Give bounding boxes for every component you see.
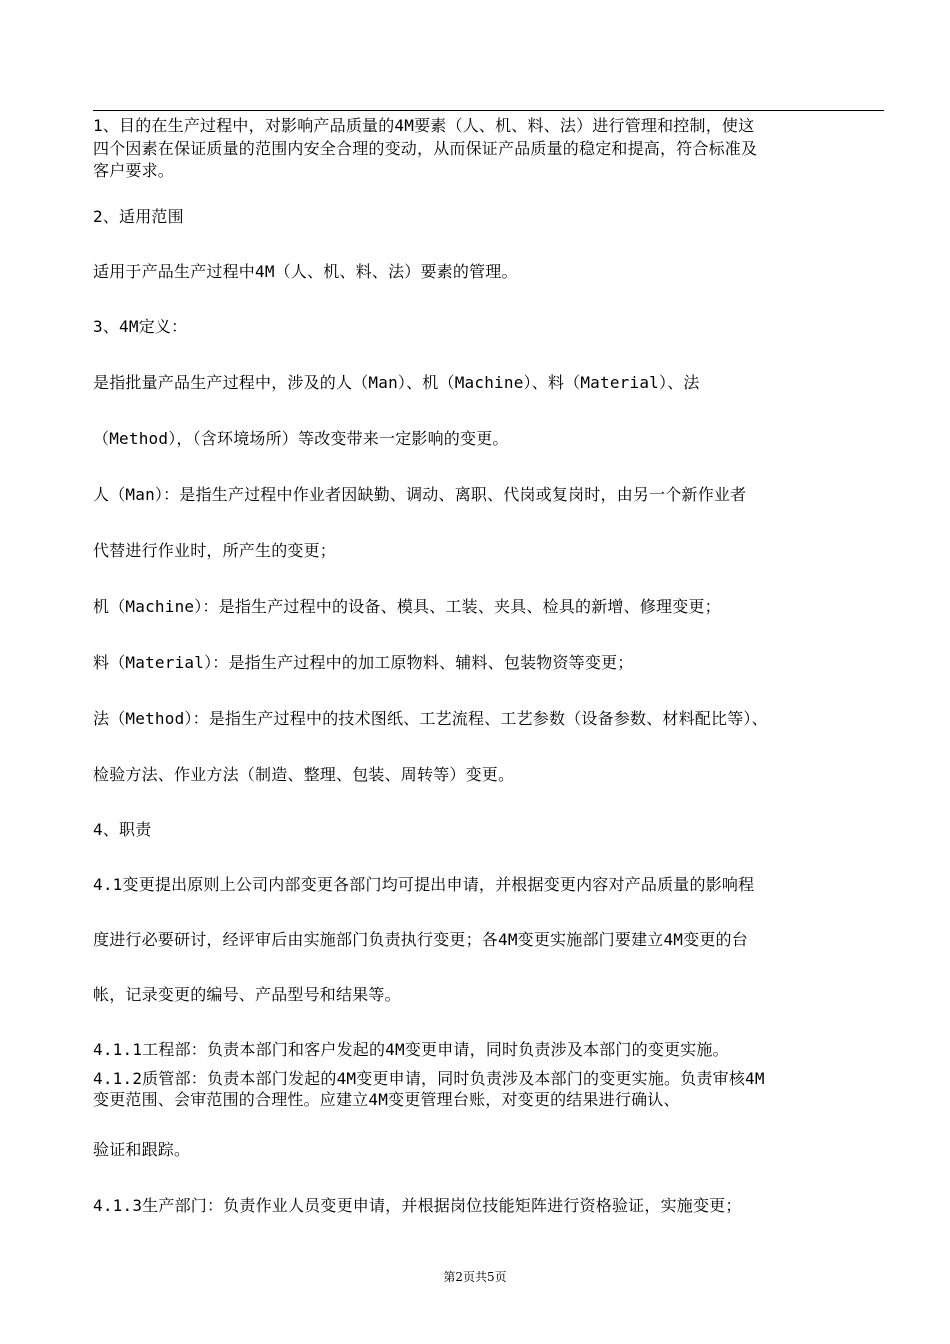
section-2-heading: 2、适用范围 <box>93 207 184 226</box>
purpose-line-1: 1、目的在生产过程中，对影响产品质量的4M要素（人、机、料、法）进行管理和控制，使这 <box>93 116 755 135</box>
duty-4-1-line-1: 4.1变更提出原则上公司内部变更各部门均可提出申请，并根据变更内容对产品质量的影响程 <box>93 875 755 894</box>
scope-text: 适用于产品生产过程中4M（人、机、料、法）要素的管理。 <box>93 262 518 281</box>
header-rule <box>93 110 884 111</box>
method-definition-line-1: 法（Method）：是指生产过程中的技术图纸、工艺流程、工艺参数（设备参数、材料配比等）、 <box>93 709 768 728</box>
man-definition-line-2: 代替进行作业时，所产生的变更； <box>93 541 337 560</box>
duty-4-1-2-line-3: 验证和跟踪。 <box>93 1140 191 1159</box>
page-number: 第2页共5页 <box>443 1270 507 1284</box>
duty-4-1-2-line-2: 变更范围、会审范围的合理性。应建立4M变更管理台账，对变更的结果进行确认、 <box>93 1090 680 1109</box>
duty-4-1-1: 4.1.1工程部：负责本部门和客户发起的4M变更申请，同时负责涉及本部门的变更实施。 <box>93 1040 729 1059</box>
definition-line-1: 是指批量产品生产过程中，涉及的人（Man）、机（Machine）、料（Material）、法 <box>93 373 700 392</box>
definition-line-2: （Method），（含环境场所）等改变带来一定影响的变更。 <box>93 429 509 448</box>
duty-4-1-3: 4.1.3生产部门：负责作业人员变更申请，并根据岗位技能矩阵进行资格验证，实施变更； <box>93 1196 742 1215</box>
duty-4-1-line-2: 度进行必要研讨，经评审后由实施部门负责执行变更；各4M变更实施部门要建立4M变更的台 <box>93 930 748 949</box>
duty-4-1-2-line-1: 4.1.2质管部：负责本部门发起的4M变更申请，同时负责涉及本部门的变更实施。负责审核4M <box>93 1069 765 1088</box>
section-4-heading: 4、职责 <box>93 820 152 839</box>
machine-definition: 机（Machine）：是指生产过程中的设备、模具、工装、夹具、检具的新增、修理变更； <box>93 597 721 616</box>
method-definition-line-2: 检验方法、作业方法（制造、整理、包装、周转等）变更。 <box>93 765 515 784</box>
purpose-line-2: 四个因素在保证质量的范围内安全合理的变动，从而保证产品质量的稳定和提高，符合标准及 <box>93 139 758 158</box>
purpose-line-3: 客户要求。 <box>93 161 175 180</box>
material-definition: 料（Material）：是指生产过程中的加工原物料、辅料、包装物资等变更； <box>93 653 634 672</box>
section-3-heading: 3、4M定义： <box>93 317 188 336</box>
duty-4-1-line-3: 帐，记录变更的编号、产品型号和结果等。 <box>93 985 401 1004</box>
man-definition-line-1: 人（Man）：是指生产过程中作业者因缺勤、调动、离职、代岗或复岗时，由另一个新作业者 <box>93 485 747 504</box>
